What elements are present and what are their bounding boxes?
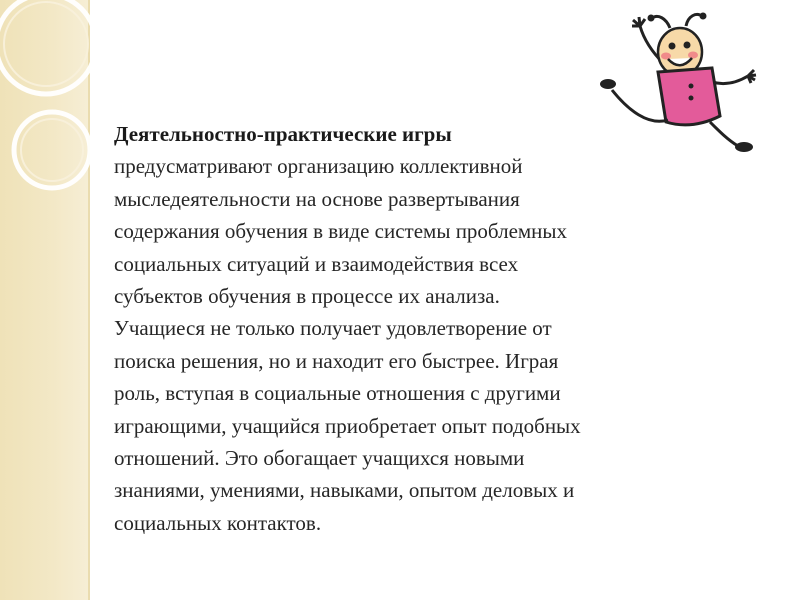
text-line: социальных ситуаций и взаимодействия всех xyxy=(114,251,519,276)
text-line: мыследеятельности на основе развертывания xyxy=(114,186,520,211)
text-line: отношений. Это обогащает учащихся новыми xyxy=(114,446,525,471)
text-line: играющими, учащийся приобретает опыт подобных xyxy=(114,413,581,438)
text-line: социальных контактов. xyxy=(114,510,322,535)
text-line: знаниями, умениями, навыками, опытом деловых и xyxy=(114,478,575,503)
text-line: Учащиеся не только получает удовлетворение от xyxy=(114,316,552,341)
text-line: поиска решения, но и находит его быстрее. Играя xyxy=(114,348,559,373)
text-line: предусматривают организацию коллективной xyxy=(114,154,523,179)
text-line: содержания обучения в виде системы проблемных xyxy=(114,219,568,244)
text-line-heading: Деятельностно-практические игры xyxy=(114,122,452,146)
text-line: субъектов обучения в процессе их анализа. xyxy=(114,284,500,309)
text-line: роль, вступая в социальные отношения с другими xyxy=(114,381,561,406)
main-text xyxy=(114,118,734,539)
